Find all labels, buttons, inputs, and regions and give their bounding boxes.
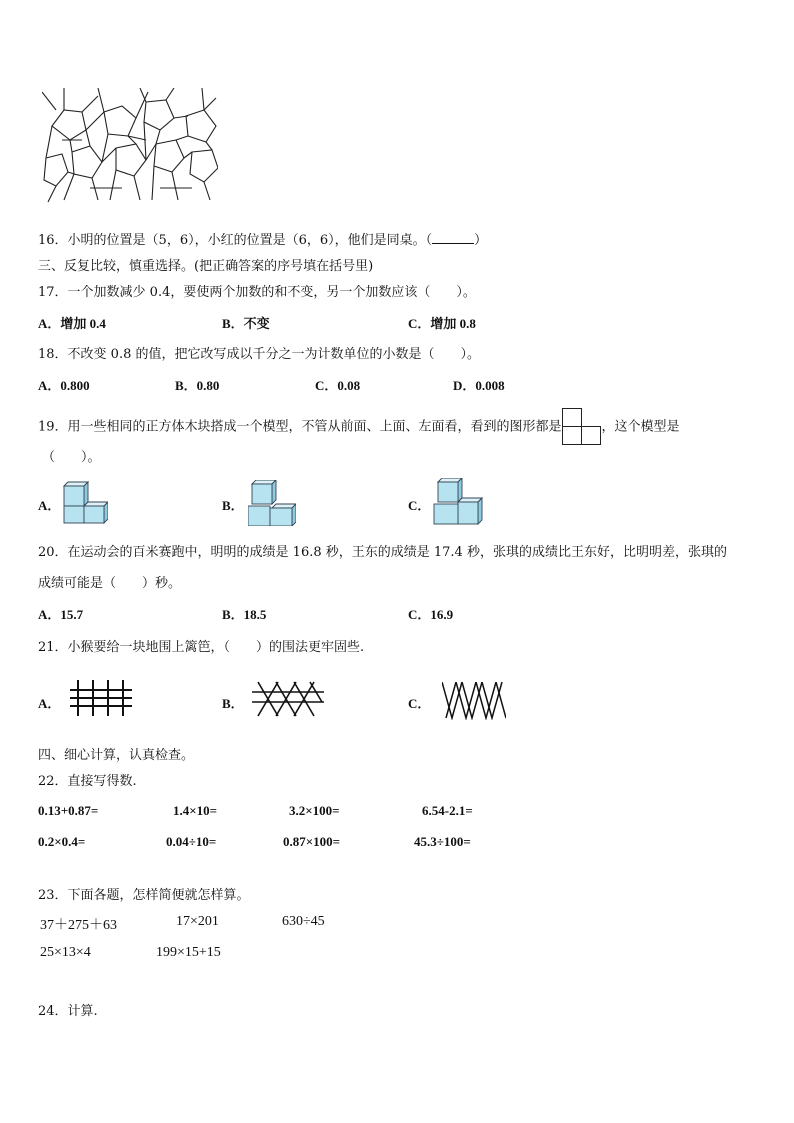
- calc-item: 0.2×0.4=: [38, 834, 86, 849]
- q20-option-c[interactable]: C．16.9: [408, 607, 454, 622]
- question-16-text: 16．小明的位置是（5，6），小红的位置是（6，6），他们是同桌。（: [38, 233, 433, 248]
- question-16-close: ）: [474, 233, 488, 248]
- q17-option-c[interactable]: C．增加 0.8: [408, 316, 476, 331]
- q18-option-c[interactable]: C．0.08: [315, 378, 361, 393]
- q21-option-a[interactable]: A．: [38, 696, 61, 711]
- q17-option-b[interactable]: B．不变: [222, 316, 270, 331]
- question-18-stem: 18．不改变 0.8 的值，把它改写成以千分之一为计数单位的小数是（ ）。: [38, 347, 480, 362]
- cube-model-b-icon: [248, 480, 296, 526]
- question-16: [38, 229, 487, 248]
- question-23-stem: 23．下面各题，怎样简便就怎样算。: [38, 888, 250, 903]
- section-3-heading: 三、反复比较，慎重选择。(把正确答案的序号填在括号里): [38, 259, 374, 274]
- calc-item: 3.2×100=: [289, 803, 340, 818]
- section-4-heading: 四、细心计算，认真检查。: [38, 748, 195, 763]
- simplify-item: 17×201: [176, 914, 219, 929]
- q18-option-a[interactable]: A．0.800: [38, 378, 90, 393]
- q19-option-b[interactable]: B．: [222, 498, 244, 513]
- q19-option-c[interactable]: C．: [408, 498, 431, 513]
- question-19-text: 19．用一些相同的正方体木块搭成一个模型，不管从前面、上面、左面看，看到的图形都是: [38, 419, 562, 435]
- simplify-item: 199×15+15: [156, 945, 221, 960]
- simplify-item: 25×13×4: [40, 945, 91, 960]
- simplify-item: 630÷45: [282, 914, 325, 929]
- question-19-stem-line2: （ ）。: [42, 450, 101, 465]
- answer-blank[interactable]: [432, 231, 474, 244]
- calc-item: 1.4×10=: [173, 803, 218, 818]
- q18-option-b[interactable]: B．0.80: [175, 378, 220, 393]
- simplify-item: 37＋275＋63: [40, 918, 117, 933]
- question-24-stem: 24．计算.: [38, 1004, 98, 1019]
- q21-option-c[interactable]: C．: [408, 696, 431, 711]
- question-19-stem: [38, 408, 680, 446]
- calc-item: 0.13+0.87=: [38, 803, 99, 818]
- question-19-text-after: ，这个模型是: [601, 419, 680, 435]
- question-20-stem-line2: 成绩可能是（ ）秒。: [38, 576, 182, 591]
- question-22-stem: 22．直接写得数.: [38, 774, 137, 789]
- pentagon-star-pattern-figure: [42, 88, 218, 203]
- q18-option-d[interactable]: D．0.008: [453, 378, 505, 393]
- question-20-stem-line1: 20．在运动会的百米赛跑中，明明的成绩是 16.8 秒，王东的成绩是 17.4 秒，张琪的成绩比王东好，比明明差，张琪的: [38, 545, 727, 560]
- fence-cross-rail-icon: [252, 680, 324, 718]
- q17-option-a[interactable]: A．增加 0.4: [38, 316, 106, 331]
- question-21-stem: 21．小猴要给一块地围上篱笆，（ ）的围法更牢固些.: [38, 640, 365, 655]
- cube-model-c-icon: [432, 478, 484, 526]
- view-shape-icon: [562, 408, 602, 446]
- q20-option-b[interactable]: B．18.5: [222, 607, 267, 622]
- question-17-stem: 17．一个加数减少 0.4，要使两个加数的和不变，另一个加数应该（ ）。: [38, 285, 476, 300]
- calc-item: 0.04÷10=: [166, 834, 217, 849]
- calc-item: 45.3÷100=: [414, 834, 471, 849]
- fence-zigzag-icon: [442, 682, 506, 720]
- calc-item: 0.87×100=: [283, 834, 341, 849]
- cube-model-a-icon: [62, 480, 108, 524]
- q20-option-a[interactable]: A．15.7: [38, 607, 84, 622]
- calc-item: 6.54-2.1=: [422, 803, 473, 818]
- fence-grid-icon: [70, 680, 132, 716]
- q19-option-a[interactable]: A．: [38, 498, 61, 513]
- q21-option-b[interactable]: B．: [222, 696, 244, 711]
